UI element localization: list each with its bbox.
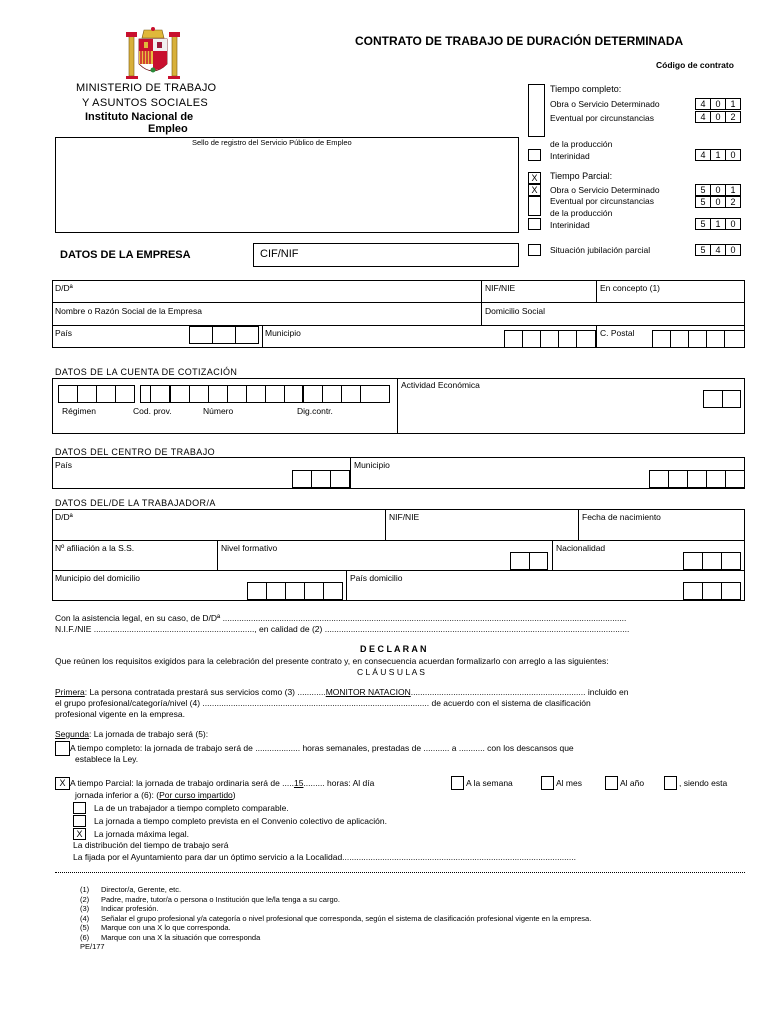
empresa-dd-label: D/Dª: [55, 283, 73, 293]
footnote-3: (3) Indicar profesión.: [80, 904, 159, 913]
code-401: 4 0 1: [695, 98, 741, 110]
centro-municipio-cells[interactable]: [649, 470, 745, 488]
empresa-domicilio-label: Domicilio Social: [485, 306, 545, 316]
nacionalidad-cells[interactable]: [683, 552, 741, 570]
code-502: 5 0 2: [695, 196, 741, 208]
opt2-checkbox[interactable]: [73, 815, 86, 827]
centro-pais-cells[interactable]: [292, 470, 350, 488]
divider: [55, 872, 745, 873]
ministry-line1: MINISTERIO DE TRABAJO: [76, 82, 217, 94]
jubilacion-label: Situación jubilación parcial: [550, 245, 651, 255]
trabajador-nif-label: NIF/NIE: [389, 512, 420, 522]
mes-label: Al mes: [556, 778, 582, 788]
semana-checkbox[interactable]: [451, 776, 464, 790]
completo-line2: establece la Ley.: [75, 754, 139, 764]
obra-parcial-checkbox[interactable]: X: [528, 184, 541, 196]
empresa-cpostal-cells[interactable]: [652, 330, 745, 348]
trabajador-municipio-label: Municipio del domicilio: [55, 573, 141, 583]
cotizacion-digcontr-cells[interactable]: [303, 385, 390, 403]
ministry-line2: Y ASUNTOS SOCIALES: [82, 97, 209, 109]
distribucion-line: La distribución del tiempo de trabajo será: [73, 840, 229, 850]
obra-parcial-label: Obra o Servicio Determinado: [550, 185, 660, 195]
numero-label: Número: [203, 406, 234, 416]
cif-field[interactable]: CIF/NIF: [253, 243, 519, 267]
trabajador-nivel-label: Nivel formativo: [221, 543, 278, 553]
empresa-concepto-label: En concepto (1): [600, 283, 661, 293]
footnote-5: (5) Marque con una X lo que corresponda.: [80, 923, 231, 932]
opt1-label: La de un trabajador a tiempo completo comparable.: [94, 803, 289, 813]
profesion-value[interactable]: MONITOR NATACION: [325, 687, 411, 697]
opt2-label: La jornada a tiempo completo prevista en el Convenio colectivo de aplicación.: [94, 816, 387, 826]
codprov-label: Cod. prov.: [133, 406, 172, 416]
sello-box: [55, 137, 519, 233]
interinidad-parcial-checkbox[interactable]: [528, 218, 541, 230]
interinidad-checkbox[interactable]: [528, 149, 541, 161]
form-code: PE/177: [80, 942, 105, 951]
empresa-nif-label: NIF/NIE: [485, 283, 516, 293]
centro-pais-label: País: [55, 460, 73, 470]
opt3-label: La jornada máxima legal.: [94, 829, 189, 839]
code-402: 4 0 2: [695, 111, 741, 123]
sello-label: Sello de registro del Servicio Público de Empleo: [192, 138, 352, 147]
segunda-line: Segunda: La jornada de trabajo será (5):: [55, 729, 209, 739]
code-540: 5 4 0: [695, 244, 741, 256]
trabajador-pais-label: País domicilio: [350, 573, 403, 583]
mes-checkbox[interactable]: [541, 776, 554, 790]
anio-checkbox[interactable]: [605, 776, 618, 790]
digcontr-label: Dig.contr.: [297, 406, 333, 416]
tiempo-parcial-label: Tiempo Parcial:: [550, 171, 613, 181]
empresa-pais-cells[interactable]: [189, 326, 259, 344]
fijada-line: La fijada por el Ayuntamiento para dar un óptimo servicio a la Localidad...................................................................................................: [73, 852, 576, 862]
completo-line1: A tiempo completo: la jornada de trabajo será de ................... horas semanales, prestadas de ........... a ........... con los descansos que: [70, 743, 574, 753]
document-title: CONTRATO DE TRABAJO DE DURACIÓN DETERMINADA: [355, 34, 684, 48]
empresa-nombre-label: Nombre o Razón Social de la Empresa: [55, 306, 202, 316]
opt3-checkbox[interactable]: X: [73, 828, 86, 840]
inem-line2: Empleo: [148, 123, 188, 135]
nif-calidad-line: N.I.F./NIE ...................................................................., en calidad de (2) .................................................................................................................................: [55, 624, 630, 634]
produccion-parcial-label: de la producción: [550, 208, 613, 218]
coat-of-arms-logo: [122, 26, 184, 84]
jubilacion-checkbox[interactable]: [528, 244, 541, 256]
nivel-cells[interactable]: [510, 552, 548, 570]
primera-line2: el grupo profesional/categoría/nivel (4) ................................................................................................ de acuerdo con el sistema de clasificación: [55, 698, 591, 708]
inferior-line: jornada inferior a (6): (Por curso impartido): [75, 790, 236, 800]
tiempo-completo-checkbox[interactable]: [528, 84, 545, 137]
interinidad-label: Interinidad: [550, 151, 590, 161]
eventual-parcial-label: Eventual por circunstancias: [550, 196, 654, 206]
pais-dom-cells[interactable]: [683, 582, 741, 600]
empresa-pais-label: País: [55, 328, 73, 338]
footnotes: [80, 885, 591, 952]
produccion-label: de la producción: [550, 139, 613, 149]
tiempo-parcial-checkbox[interactable]: X: [528, 172, 541, 184]
cotizacion-codprov-cells[interactable]: [140, 385, 170, 403]
empresa-cpostal-label: C. Postal: [600, 328, 635, 338]
opt1-checkbox[interactable]: [73, 802, 86, 814]
trabajador-table: [52, 509, 745, 601]
anio-label: Al año: [620, 778, 645, 788]
declaran-heading: D E C L A R A N: [360, 644, 427, 654]
obra-servicio-label: Obra o Servicio Determinado: [550, 99, 660, 109]
trabajador-heading: DATOS DEL/DE LA TRABAJADOR/A: [55, 498, 216, 508]
cotizacion-numero-cells[interactable]: [170, 385, 303, 403]
trabajador-afiliacion-label: Nº afiliación a la S.S.: [55, 543, 135, 553]
actividad-cells[interactable]: [703, 390, 741, 408]
tiempo-completo-label: Tiempo completo:: [550, 84, 622, 94]
empresa-municipio-label: Municipio: [265, 328, 301, 338]
actividad-label: Actividad Económica: [401, 380, 480, 390]
por-curso-value[interactable]: Por curso impartido: [159, 790, 233, 800]
interinidad-parcial-label: Interinidad: [550, 220, 590, 230]
eventual-label: Eventual por circunstancias: [550, 113, 654, 123]
centro-table: [52, 457, 745, 489]
footnote-1: (1) Director/a, Gerente, etc.: [80, 885, 182, 894]
cotizacion-heading: DATOS DE LA CUENTA DE COTIZACIÓN: [55, 367, 238, 377]
siendo-checkbox[interactable]: [664, 776, 677, 790]
cotizacion-regimen-cells[interactable]: [58, 385, 135, 403]
inem-line1: Instituto Nacional de: [85, 111, 194, 123]
code-510: 5 1 0: [695, 218, 741, 230]
empresa-heading: DATOS DE LA EMPRESA: [60, 249, 191, 261]
centro-municipio-label: Municipio: [354, 460, 390, 470]
clausulas-heading: C L Á U S U L A S: [357, 667, 425, 677]
code-501: 5 0 1: [695, 184, 741, 196]
siendo-label: , siendo esta: [679, 778, 728, 788]
municipio-dom-cells[interactable]: [247, 582, 343, 600]
trabajador-nacimiento-label: Fecha de nacimiento: [582, 512, 661, 522]
primera-line1: Primera: La persona contratada prestará sus servicios como (3) ............MONITOR NATACION.......................................................................... incluido en: [55, 687, 629, 697]
regimen-label: Régimen: [62, 406, 97, 416]
empresa-municipio-cells[interactable]: [504, 330, 596, 348]
eventual-parcial-checkbox[interactable]: [528, 196, 541, 216]
semana-label: A la semana: [466, 778, 513, 788]
primera-line3: profesional vigente en la empresa.: [55, 709, 185, 719]
footnote-4: (4) Señalar el grupo profesional y/a categoría o nivel profesional que corresponda, según el sistema de clasificación profesional vigente en la empresa.: [80, 913, 592, 923]
codigo-contrato-label: Código de contrato: [656, 60, 734, 70]
horas-value[interactable]: 15: [293, 778, 304, 788]
footnote-6: (6) Marque con una X la situación que corresponda: [80, 932, 261, 942]
tiempo-completo-jornada-checkbox[interactable]: [55, 741, 70, 756]
code-410: 4 1 0: [695, 149, 741, 161]
asistencia-line: Con la asistencia legal, en su caso, de D/Dª ...........................................................................................................................................................................: [55, 613, 627, 623]
trabajador-nacionalidad-label: Nacionalidad: [556, 543, 606, 553]
parcial-line1: A tiempo Parcial: la jornada de trabajo ordinaria será de .....15......... horas: Al día: [70, 778, 375, 788]
trabajador-dd-label: D/Dª: [55, 512, 73, 522]
centro-heading: DATOS DEL CENTRO DE TRABAJO: [55, 447, 215, 457]
reunen-line: Que reúnen los requisitos exigidos para la celebración del presente contrato y, en consecuencia acuerdan formalizarlo con arreglo a las siguientes:: [55, 656, 609, 666]
tiempo-parcial-jornada-checkbox[interactable]: X: [55, 777, 70, 790]
footnote-2: (2) Padre, madre, tutor/a o persona o Institución que le/la tenga a su cargo.: [80, 894, 340, 904]
